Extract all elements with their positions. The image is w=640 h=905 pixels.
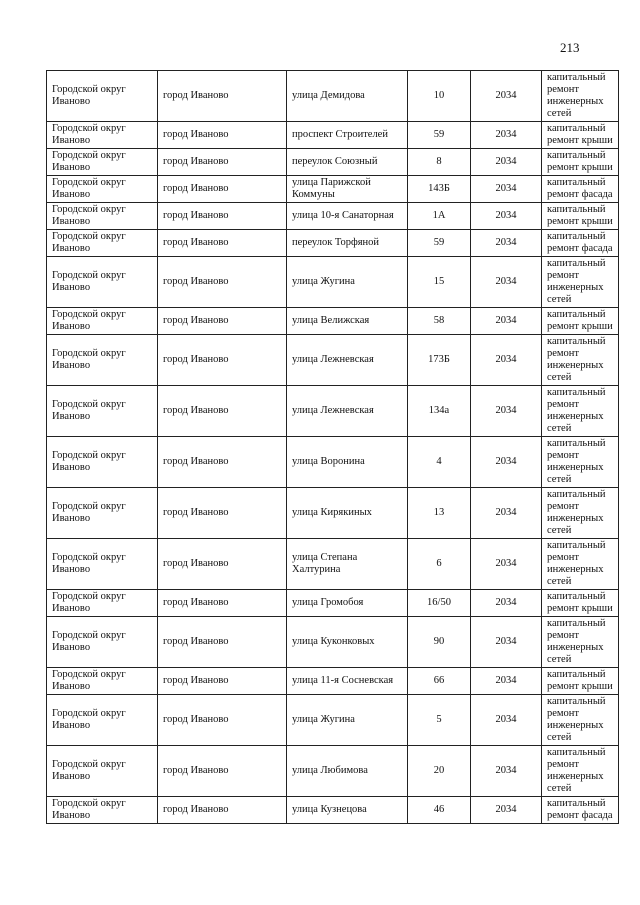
table-row: [47, 797, 619, 824]
table-row: [47, 230, 619, 257]
cell-okrug: Городской округ Иваново: [47, 176, 158, 203]
cell-work: капитальный ремонт крыши: [542, 203, 619, 230]
cell-house: 4: [408, 437, 471, 488]
cell-house: 20: [408, 746, 471, 797]
cell-work: капитальный ремонт крыши: [542, 149, 619, 176]
cell-year: 2034: [471, 695, 542, 746]
cell-city: город Иваново: [158, 668, 287, 695]
cell-year: 2034: [471, 668, 542, 695]
cell-city: город Иваново: [158, 746, 287, 797]
cell-work: капитальный ремонт инженерных сетей: [542, 437, 619, 488]
cell-work: капитальный ремонт инженерных сетей: [542, 335, 619, 386]
cell-work: капитальный ремонт фасада: [542, 797, 619, 824]
cell-house: 5: [408, 695, 471, 746]
cell-year: 2034: [471, 488, 542, 539]
cell-year: 2034: [471, 617, 542, 668]
cell-work: капитальный ремонт крыши: [542, 308, 619, 335]
table-row: [47, 539, 619, 590]
cell-street: улица Кузнецова: [287, 797, 408, 824]
cell-house: 90: [408, 617, 471, 668]
table-row: [47, 590, 619, 617]
cell-okrug: Городской округ Иваново: [47, 335, 158, 386]
cell-city: город Иваново: [158, 203, 287, 230]
repair-schedule-table: [46, 70, 619, 824]
table-row: [47, 668, 619, 695]
cell-city: город Иваново: [158, 308, 287, 335]
cell-street: улица Кирякиных: [287, 488, 408, 539]
cell-okrug: Городской округ Иваново: [47, 149, 158, 176]
table-row: [47, 746, 619, 797]
cell-okrug: Городской округ Иваново: [47, 203, 158, 230]
cell-okrug: Городской округ Иваново: [47, 617, 158, 668]
cell-year: 2034: [471, 203, 542, 230]
table-row: [47, 203, 619, 230]
cell-work: капитальный ремонт инженерных сетей: [542, 257, 619, 308]
cell-house: 134а: [408, 386, 471, 437]
cell-street: улица Парижской Коммуны: [287, 176, 408, 203]
cell-work: капитальный ремонт крыши: [542, 122, 619, 149]
cell-work: капитальный ремонт инженерных сетей: [542, 695, 619, 746]
cell-okrug: Городской округ Иваново: [47, 539, 158, 590]
cell-street: улица Куконковых: [287, 617, 408, 668]
cell-house: 6: [408, 539, 471, 590]
cell-house: 46: [408, 797, 471, 824]
cell-okrug: Городской округ Иваново: [47, 590, 158, 617]
cell-okrug: Городской округ Иваново: [47, 437, 158, 488]
cell-work: капитальный ремонт инженерных сетей: [542, 488, 619, 539]
cell-city: город Иваново: [158, 488, 287, 539]
table-row: [47, 308, 619, 335]
cell-house: 59: [408, 122, 471, 149]
cell-year: 2034: [471, 335, 542, 386]
cell-house: 13: [408, 488, 471, 539]
table-body: [47, 71, 619, 824]
cell-city: город Иваново: [158, 71, 287, 122]
cell-year: 2034: [471, 308, 542, 335]
cell-year: 2034: [471, 122, 542, 149]
cell-okrug: Городской округ Иваново: [47, 230, 158, 257]
table-row: [47, 488, 619, 539]
table-row: [47, 386, 619, 437]
cell-okrug: Городской округ Иваново: [47, 746, 158, 797]
cell-work: капитальный ремонт крыши: [542, 590, 619, 617]
cell-house: 59: [408, 230, 471, 257]
cell-house: 16/50: [408, 590, 471, 617]
table-row: [47, 617, 619, 668]
cell-street: улица Лежневская: [287, 386, 408, 437]
cell-street: переулок Союзный: [287, 149, 408, 176]
cell-okrug: Городской округ Иваново: [47, 488, 158, 539]
cell-okrug: Городской округ Иваново: [47, 257, 158, 308]
cell-city: город Иваново: [158, 797, 287, 824]
cell-okrug: Городской округ Иваново: [47, 668, 158, 695]
cell-work: капитальный ремонт фасада: [542, 176, 619, 203]
cell-okrug: Городской округ Иваново: [47, 797, 158, 824]
cell-okrug: Городской округ Иваново: [47, 695, 158, 746]
cell-city: город Иваново: [158, 590, 287, 617]
cell-city: город Иваново: [158, 539, 287, 590]
cell-work: капитальный ремонт фасада: [542, 230, 619, 257]
cell-year: 2034: [471, 176, 542, 203]
cell-house: 143Б: [408, 176, 471, 203]
cell-okrug: Городской округ Иваново: [47, 386, 158, 437]
cell-work: капитальный ремонт крыши: [542, 668, 619, 695]
page-number: 213: [560, 40, 580, 55]
cell-year: 2034: [471, 797, 542, 824]
cell-work: капитальный ремонт инженерных сетей: [542, 71, 619, 122]
cell-house: 173Б: [408, 335, 471, 386]
cell-year: 2034: [471, 746, 542, 797]
cell-city: город Иваново: [158, 176, 287, 203]
cell-okrug: Городской округ Иваново: [47, 71, 158, 122]
cell-city: город Иваново: [158, 257, 287, 308]
cell-okrug: Городской округ Иваново: [47, 308, 158, 335]
cell-year: 2034: [471, 149, 542, 176]
table-row: [47, 257, 619, 308]
cell-street: улица Велижская: [287, 308, 408, 335]
table-row: [47, 335, 619, 386]
cell-work: капитальный ремонт инженерных сетей: [542, 617, 619, 668]
cell-work: капитальный ремонт инженерных сетей: [542, 539, 619, 590]
cell-city: город Иваново: [158, 230, 287, 257]
cell-street: улица Степана Халтурина: [287, 539, 408, 590]
cell-city: город Иваново: [158, 437, 287, 488]
cell-year: 2034: [471, 539, 542, 590]
cell-house: 58: [408, 308, 471, 335]
cell-house: 1А: [408, 203, 471, 230]
cell-city: город Иваново: [158, 617, 287, 668]
cell-street: улица Жугина: [287, 695, 408, 746]
table-row: [47, 437, 619, 488]
cell-street: проспект Строителей: [287, 122, 408, 149]
cell-year: 2034: [471, 437, 542, 488]
cell-city: город Иваново: [158, 122, 287, 149]
cell-street: улица 10-я Санаторная: [287, 203, 408, 230]
table-row: [47, 122, 619, 149]
cell-work: капитальный ремонт инженерных сетей: [542, 746, 619, 797]
cell-house: 8: [408, 149, 471, 176]
cell-work: капитальный ремонт инженерных сетей: [542, 386, 619, 437]
cell-street: переулок Торфяной: [287, 230, 408, 257]
cell-okrug: Городской округ Иваново: [47, 122, 158, 149]
cell-street: улица 11-я Сосневская: [287, 668, 408, 695]
cell-year: 2034: [471, 590, 542, 617]
table-row: [47, 71, 619, 122]
cell-year: 2034: [471, 230, 542, 257]
cell-city: город Иваново: [158, 335, 287, 386]
cell-house: 10: [408, 71, 471, 122]
cell-year: 2034: [471, 71, 542, 122]
cell-city: город Иваново: [158, 386, 287, 437]
cell-house: 15: [408, 257, 471, 308]
table-row: [47, 176, 619, 203]
cell-street: улица Лежневская: [287, 335, 408, 386]
cell-street: улица Демидова: [287, 71, 408, 122]
cell-house: 66: [408, 668, 471, 695]
cell-street: улица Жугина: [287, 257, 408, 308]
table-row: [47, 149, 619, 176]
cell-city: город Иваново: [158, 695, 287, 746]
table-row: [47, 695, 619, 746]
cell-street: улица Воронина: [287, 437, 408, 488]
cell-year: 2034: [471, 386, 542, 437]
cell-year: 2034: [471, 257, 542, 308]
cell-city: город Иваново: [158, 149, 287, 176]
cell-street: улица Любимова: [287, 746, 408, 797]
cell-street: улица Громобоя: [287, 590, 408, 617]
